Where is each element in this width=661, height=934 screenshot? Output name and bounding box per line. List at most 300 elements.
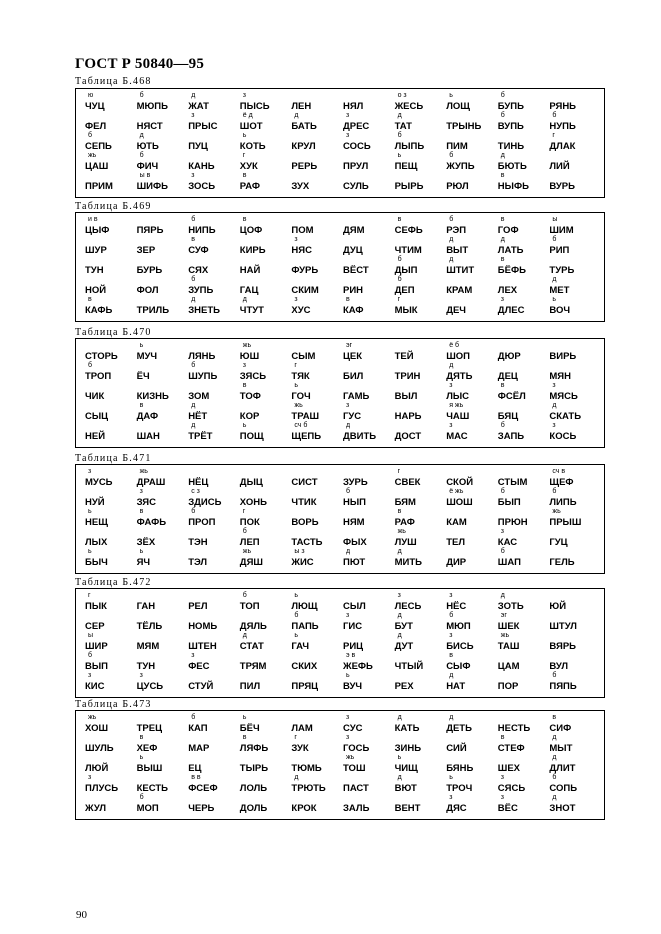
transcription-mark: д (294, 112, 299, 119)
table-cell (82, 528, 134, 548)
table-word: РЭП (446, 225, 467, 236)
table-word: ТЮМЬ (291, 763, 322, 774)
table-cell (546, 672, 598, 692)
table-cell (82, 652, 134, 672)
table-word: ДЯМ (342, 225, 365, 236)
table-cell (443, 632, 495, 652)
table-cell (340, 172, 392, 192)
table-word: БИСЬ (446, 641, 474, 652)
table-cell (340, 132, 392, 152)
table-word: СКАТЬ (549, 411, 582, 422)
table-word: ЧУЦ (85, 101, 105, 112)
table-word: НАТ (446, 681, 466, 692)
table-word: ЖЕСЬ (394, 101, 424, 112)
table-word: ВЕНТ (394, 803, 421, 814)
transcription-mark: ь (294, 592, 299, 599)
table-word: ПОМ (291, 225, 314, 236)
table-word: ШТЕН (188, 641, 217, 652)
table-cell (82, 152, 134, 172)
table-cell (237, 548, 289, 568)
table-word: НИПЬ (188, 225, 216, 236)
table-word: ЗДИСЬ (188, 497, 222, 508)
transcription-mark: ь (88, 548, 92, 555)
table-cell (185, 652, 237, 672)
table-cell (495, 132, 547, 152)
table-word: РЫРЬ (394, 181, 424, 192)
table-cell (134, 794, 186, 814)
table-word: НЯС (291, 245, 312, 256)
table-word: НЕЙ (85, 431, 106, 442)
table-word: ДЕТЬ (446, 723, 472, 734)
table-cell (495, 296, 547, 316)
table-word: ШОП (446, 351, 470, 362)
table-cell (288, 112, 340, 132)
table-word: КАП (188, 723, 208, 734)
table-word: ПАПЬ (291, 621, 319, 632)
table-cell (546, 342, 598, 362)
table-cell (392, 548, 444, 568)
table-word: ЛУШ (394, 537, 417, 548)
table-cell (340, 774, 392, 794)
transcription-mark: г (397, 296, 401, 303)
transcription-mark: з (242, 362, 247, 369)
table-word: ВЮТ (394, 783, 417, 794)
table-word: БЁЧ (239, 723, 260, 734)
transcription-mark: б (88, 652, 93, 659)
table-word: КОСЬ (549, 431, 577, 442)
table-word: ПРЫШ (549, 517, 582, 528)
table-word: ШОТ (239, 121, 263, 132)
table-word: ТУН (136, 661, 156, 672)
table-word: ЗАЛЬ (342, 803, 370, 814)
table-word: ДЕП (394, 285, 415, 296)
transcription-mark: г (397, 468, 401, 475)
transcription-mark: ь (88, 508, 92, 515)
table-cell (237, 236, 289, 256)
table-word: ГИС (342, 621, 363, 632)
table-cell (134, 734, 186, 754)
table-word: ГЕЛЬ (549, 557, 575, 568)
table-word: ШЕХ (497, 763, 521, 774)
table-cell (237, 382, 289, 402)
table-cell (495, 382, 547, 402)
table-cell (288, 382, 340, 402)
table-cell (546, 632, 598, 652)
transcription-mark: в (500, 172, 505, 179)
transcription-mark: с з (191, 488, 200, 495)
table-word: ЧАШ (446, 411, 470, 422)
transcription-mark: д (191, 92, 196, 99)
table-cell (185, 714, 237, 734)
table-word: ДИР (446, 557, 467, 568)
table-word: ШОШ (446, 497, 473, 508)
table-word: СЫМ (291, 351, 316, 362)
table-cell (134, 714, 186, 734)
transcription-mark: з (191, 172, 195, 179)
transcription-mark: б (242, 592, 247, 599)
word-table (75, 88, 605, 198)
transcription-mark: з (449, 382, 453, 389)
table-word: КИС (85, 681, 105, 692)
transcription-mark: б (191, 276, 196, 283)
table-cell (82, 276, 134, 296)
transcription-mark: жь (294, 402, 303, 409)
transcription-mark: д (397, 548, 402, 555)
table-cell (392, 276, 444, 296)
table-word: МУСЬ (85, 477, 113, 488)
table-word: СКИМ (291, 285, 319, 296)
transcription-mark: ы з (294, 548, 305, 555)
table-cell (546, 714, 598, 734)
table-cell (288, 652, 340, 672)
table-cell (82, 132, 134, 152)
table-word: ТЁЛЬ (136, 621, 163, 632)
table-cell (495, 216, 547, 236)
transcription-mark: з (449, 632, 453, 639)
table-cell (392, 592, 444, 612)
transcription-mark: д (242, 296, 247, 303)
table-cell (82, 236, 134, 256)
table-word: РАФ (394, 517, 415, 528)
transcription-mark: ь (294, 382, 299, 389)
table-word: МАС (446, 431, 468, 442)
table-word: ВЫП (85, 661, 108, 672)
transcription-mark: з (500, 774, 505, 781)
table-cell (392, 508, 444, 528)
table-cell (134, 754, 186, 774)
table-cell (546, 612, 598, 632)
table-cell (185, 548, 237, 568)
table-cell (495, 508, 547, 528)
table-word: БЁФЬ (497, 265, 526, 276)
transcription-mark: ь (242, 422, 247, 429)
table-cell (443, 548, 495, 568)
table-cell (134, 92, 186, 112)
transcription-mark: з (449, 422, 453, 429)
table-word: СИФ (549, 723, 572, 734)
table-cell (392, 296, 444, 316)
transcription-mark: з (397, 592, 401, 599)
table-word: ТЭН (188, 537, 208, 548)
table-word: ЧТИК (291, 497, 317, 508)
table-cell (288, 402, 340, 422)
table-cell (185, 256, 237, 276)
table-cell (134, 774, 186, 794)
table-cell (237, 488, 289, 508)
transcription-mark: б (191, 508, 196, 515)
table-word: ЛЫХ (85, 537, 108, 548)
table-word: НУЙ (85, 497, 105, 508)
table-cell (134, 216, 186, 236)
table-cell (340, 256, 392, 276)
table-cell (443, 612, 495, 632)
table-word: ТЫРЬ (239, 763, 269, 774)
table-word: ЛЫПЬ (394, 141, 425, 152)
transcription-mark: эг (345, 342, 353, 349)
table-cell (392, 402, 444, 422)
transcription-mark: жь (242, 548, 252, 555)
table-word: ЦАМ (497, 661, 520, 672)
table-cell (237, 132, 289, 152)
table-word: ТОШ (342, 763, 366, 774)
table-word: ЦЫФ (85, 225, 110, 236)
table-cell (237, 468, 289, 488)
table-cell (340, 488, 392, 508)
table-cell (392, 382, 444, 402)
table-word: ЩЕФ (549, 477, 574, 488)
table-word: ТОФ (239, 391, 261, 402)
transcription-mark: з (552, 382, 556, 389)
table-word: ЗНОТ (549, 803, 576, 814)
transcription-mark: б (139, 794, 144, 801)
table-word: ЩЕПЬ (291, 431, 322, 442)
table-word: ТЯК (291, 371, 310, 382)
table-cell (392, 632, 444, 652)
table-cell (495, 402, 547, 422)
transcription-mark: г (552, 132, 555, 139)
table-cell (443, 488, 495, 508)
transcription-mark: в (552, 714, 557, 721)
table-word: РАФ (239, 181, 261, 192)
table-cell (340, 794, 392, 814)
table-cell (443, 276, 495, 296)
transcription-mark: в (500, 382, 505, 389)
table-word: НАЙ (239, 265, 261, 276)
table-word: ПОЩ (239, 431, 264, 442)
table-word: ДЯЛЬ (239, 621, 267, 632)
table-word: ВИРЬ (549, 351, 577, 362)
table-word: ТРОЧ (446, 783, 473, 794)
table-word: ПРИМ (85, 181, 113, 192)
table-word: БЮТЬ (497, 161, 527, 172)
table-word: ХОНЬ (239, 497, 267, 508)
table-cell (237, 296, 289, 316)
table-word: ЛИЙ (549, 161, 570, 172)
transcription-mark: д (397, 714, 402, 721)
table-cell (546, 296, 598, 316)
table-cell (443, 592, 495, 612)
table-word: МЮП (446, 621, 471, 632)
table-cell (288, 488, 340, 508)
table-cell (340, 734, 392, 754)
transcription-mark: г (88, 592, 91, 599)
table-word: ЗУХ (291, 181, 310, 192)
table-word: СЫЦ (85, 411, 109, 422)
table-cell (495, 256, 547, 276)
table-cell (237, 256, 289, 276)
word-table (75, 710, 605, 820)
table-word: ПЛУСЬ (85, 783, 119, 794)
table-word: НЁТ (188, 411, 208, 422)
transcription-mark: з (500, 296, 505, 303)
table-cell (495, 714, 547, 734)
transcription-mark: ы (552, 216, 558, 223)
table-cell (82, 296, 134, 316)
table-cell (392, 794, 444, 814)
table-word: ВЫТ (446, 245, 469, 256)
table-cell (82, 92, 134, 112)
table-word: МУЧ (136, 351, 158, 362)
transcription-mark: ь (139, 342, 144, 349)
table-word: ПОР (497, 681, 519, 692)
table-word: ЧТИМ (394, 245, 422, 256)
table-cell (237, 152, 289, 172)
table-cell (340, 672, 392, 692)
table-cell (443, 216, 495, 236)
table-word: ЗНЕТЬ (188, 305, 220, 316)
transcription-mark: з (345, 612, 350, 619)
table-cell (237, 672, 289, 692)
table-word: ФЕС (188, 661, 210, 672)
transcription-mark: з (345, 734, 350, 741)
table-cell (185, 402, 237, 422)
transcription-mark: д (191, 296, 196, 303)
word-table (75, 464, 605, 574)
table-cell (185, 774, 237, 794)
word-table (75, 588, 605, 698)
table-word: ТРЮТЬ (291, 783, 326, 794)
table-word: БЫП (497, 497, 521, 508)
table-word: ДЫП (394, 265, 418, 276)
table-cell (340, 236, 392, 256)
table-cell (443, 342, 495, 362)
transcription-mark: б (449, 216, 454, 223)
transcription-mark: ь (397, 754, 402, 761)
table-cell (237, 794, 289, 814)
table-cell (185, 592, 237, 612)
table-cell (288, 508, 340, 528)
table-cell (82, 216, 134, 236)
transcription-mark: я жь (449, 402, 464, 409)
transcription-mark: д (500, 152, 505, 159)
table-word: СКОЙ (446, 477, 474, 488)
table-cell (82, 468, 134, 488)
table-word: ВЁС (497, 803, 518, 814)
table-cell (237, 652, 289, 672)
table-cell (288, 774, 340, 794)
table-cell (340, 296, 392, 316)
transcription-mark: в (500, 216, 505, 223)
table-word: ПЯПЬ (549, 681, 577, 692)
word-grid (76, 465, 604, 568)
transcription-mark: д (552, 734, 557, 741)
table-word: ПРУЛ (342, 161, 369, 172)
table-cell (288, 794, 340, 814)
table-cell (495, 794, 547, 814)
table-cell (546, 92, 598, 112)
table-word: НЯЛ (342, 101, 364, 112)
table-word: ЧТЫЙ (394, 661, 424, 672)
table-cell (237, 112, 289, 132)
transcription-mark: д (449, 672, 454, 679)
table-cell (340, 402, 392, 422)
table-cell (443, 714, 495, 734)
table-word: СЯХ (188, 265, 209, 276)
table-word: ДОЛЬ (239, 803, 268, 814)
table-word: ЛЕХ (497, 285, 518, 296)
table-cell (340, 652, 392, 672)
transcription-mark: в (191, 236, 195, 243)
table-cell (288, 714, 340, 734)
table-word: НЕЩ (85, 517, 108, 528)
table-cell (82, 714, 134, 734)
transcription-mark: з (88, 672, 92, 679)
table-cell (495, 276, 547, 296)
transcription-mark: д (397, 632, 402, 639)
table-word: МЫТ (549, 743, 573, 754)
transcription-mark: з (139, 672, 143, 679)
transcription-mark: б (552, 112, 557, 119)
table-cell (185, 152, 237, 172)
transcription-mark: б (345, 488, 350, 495)
transcription-mark: з (191, 112, 195, 119)
table-cell (546, 172, 598, 192)
table-word: ЗУК (291, 743, 309, 754)
table-cell (134, 362, 186, 382)
transcription-mark: з (294, 296, 298, 303)
table-cell (392, 236, 444, 256)
table-word: ВЫШ (136, 763, 163, 774)
table-word: ГАН (136, 601, 156, 612)
page-number: 90 (76, 909, 87, 921)
table-word: НОЙ (85, 285, 107, 296)
table-word: ШУР (85, 245, 107, 256)
table-cell (237, 362, 289, 382)
table-cell (134, 508, 186, 528)
table-cell (134, 236, 186, 256)
table-word: СУФ (188, 245, 209, 256)
table-word: ПЯРЬ (136, 225, 164, 236)
table-word: ЛЕН (291, 101, 312, 112)
table-word: ТРЕЦ (136, 723, 163, 734)
transcription-mark: жь (397, 528, 406, 535)
transcription-mark: д (500, 236, 505, 243)
table-word: СЕФЬ (394, 225, 423, 236)
table-cell (340, 276, 392, 296)
table-word: СУЛЬ (342, 181, 369, 192)
transcription-mark: ё жь (449, 488, 464, 495)
table-word: КИРЬ (239, 245, 266, 256)
table-word: БИЛ (342, 371, 364, 382)
table-cell (495, 754, 547, 774)
table-cell (340, 422, 392, 442)
transcription-mark: б (500, 548, 505, 555)
table-cell (82, 734, 134, 754)
table-cell (495, 774, 547, 794)
table-word: КИЗНЬ (136, 391, 169, 402)
transcription-mark: б (500, 422, 505, 429)
table-word: МИТЬ (394, 557, 422, 568)
table-cell (288, 172, 340, 192)
table-caption: Таблица Б.471 (75, 453, 152, 464)
table-word: ЖУПЬ (446, 161, 475, 172)
table-cell (134, 256, 186, 276)
table-cell (185, 672, 237, 692)
table-word: ПИМ (446, 141, 468, 152)
table-cell (185, 754, 237, 774)
table-word: БУТ (394, 621, 413, 632)
table-word: ФЫХ (342, 537, 367, 548)
transcription-mark: жь (242, 342, 252, 349)
table-word: СИЙ (446, 743, 467, 754)
table-word: МЕТ (549, 285, 570, 296)
table-word: ТРИЛЬ (136, 305, 170, 316)
transcription-mark: з (345, 714, 350, 721)
table-word: СТОРЬ (85, 351, 118, 362)
table-word: ЮШ (239, 351, 260, 362)
table-word: ПУЦ (188, 141, 208, 152)
table-word: ДУТ (394, 641, 414, 652)
